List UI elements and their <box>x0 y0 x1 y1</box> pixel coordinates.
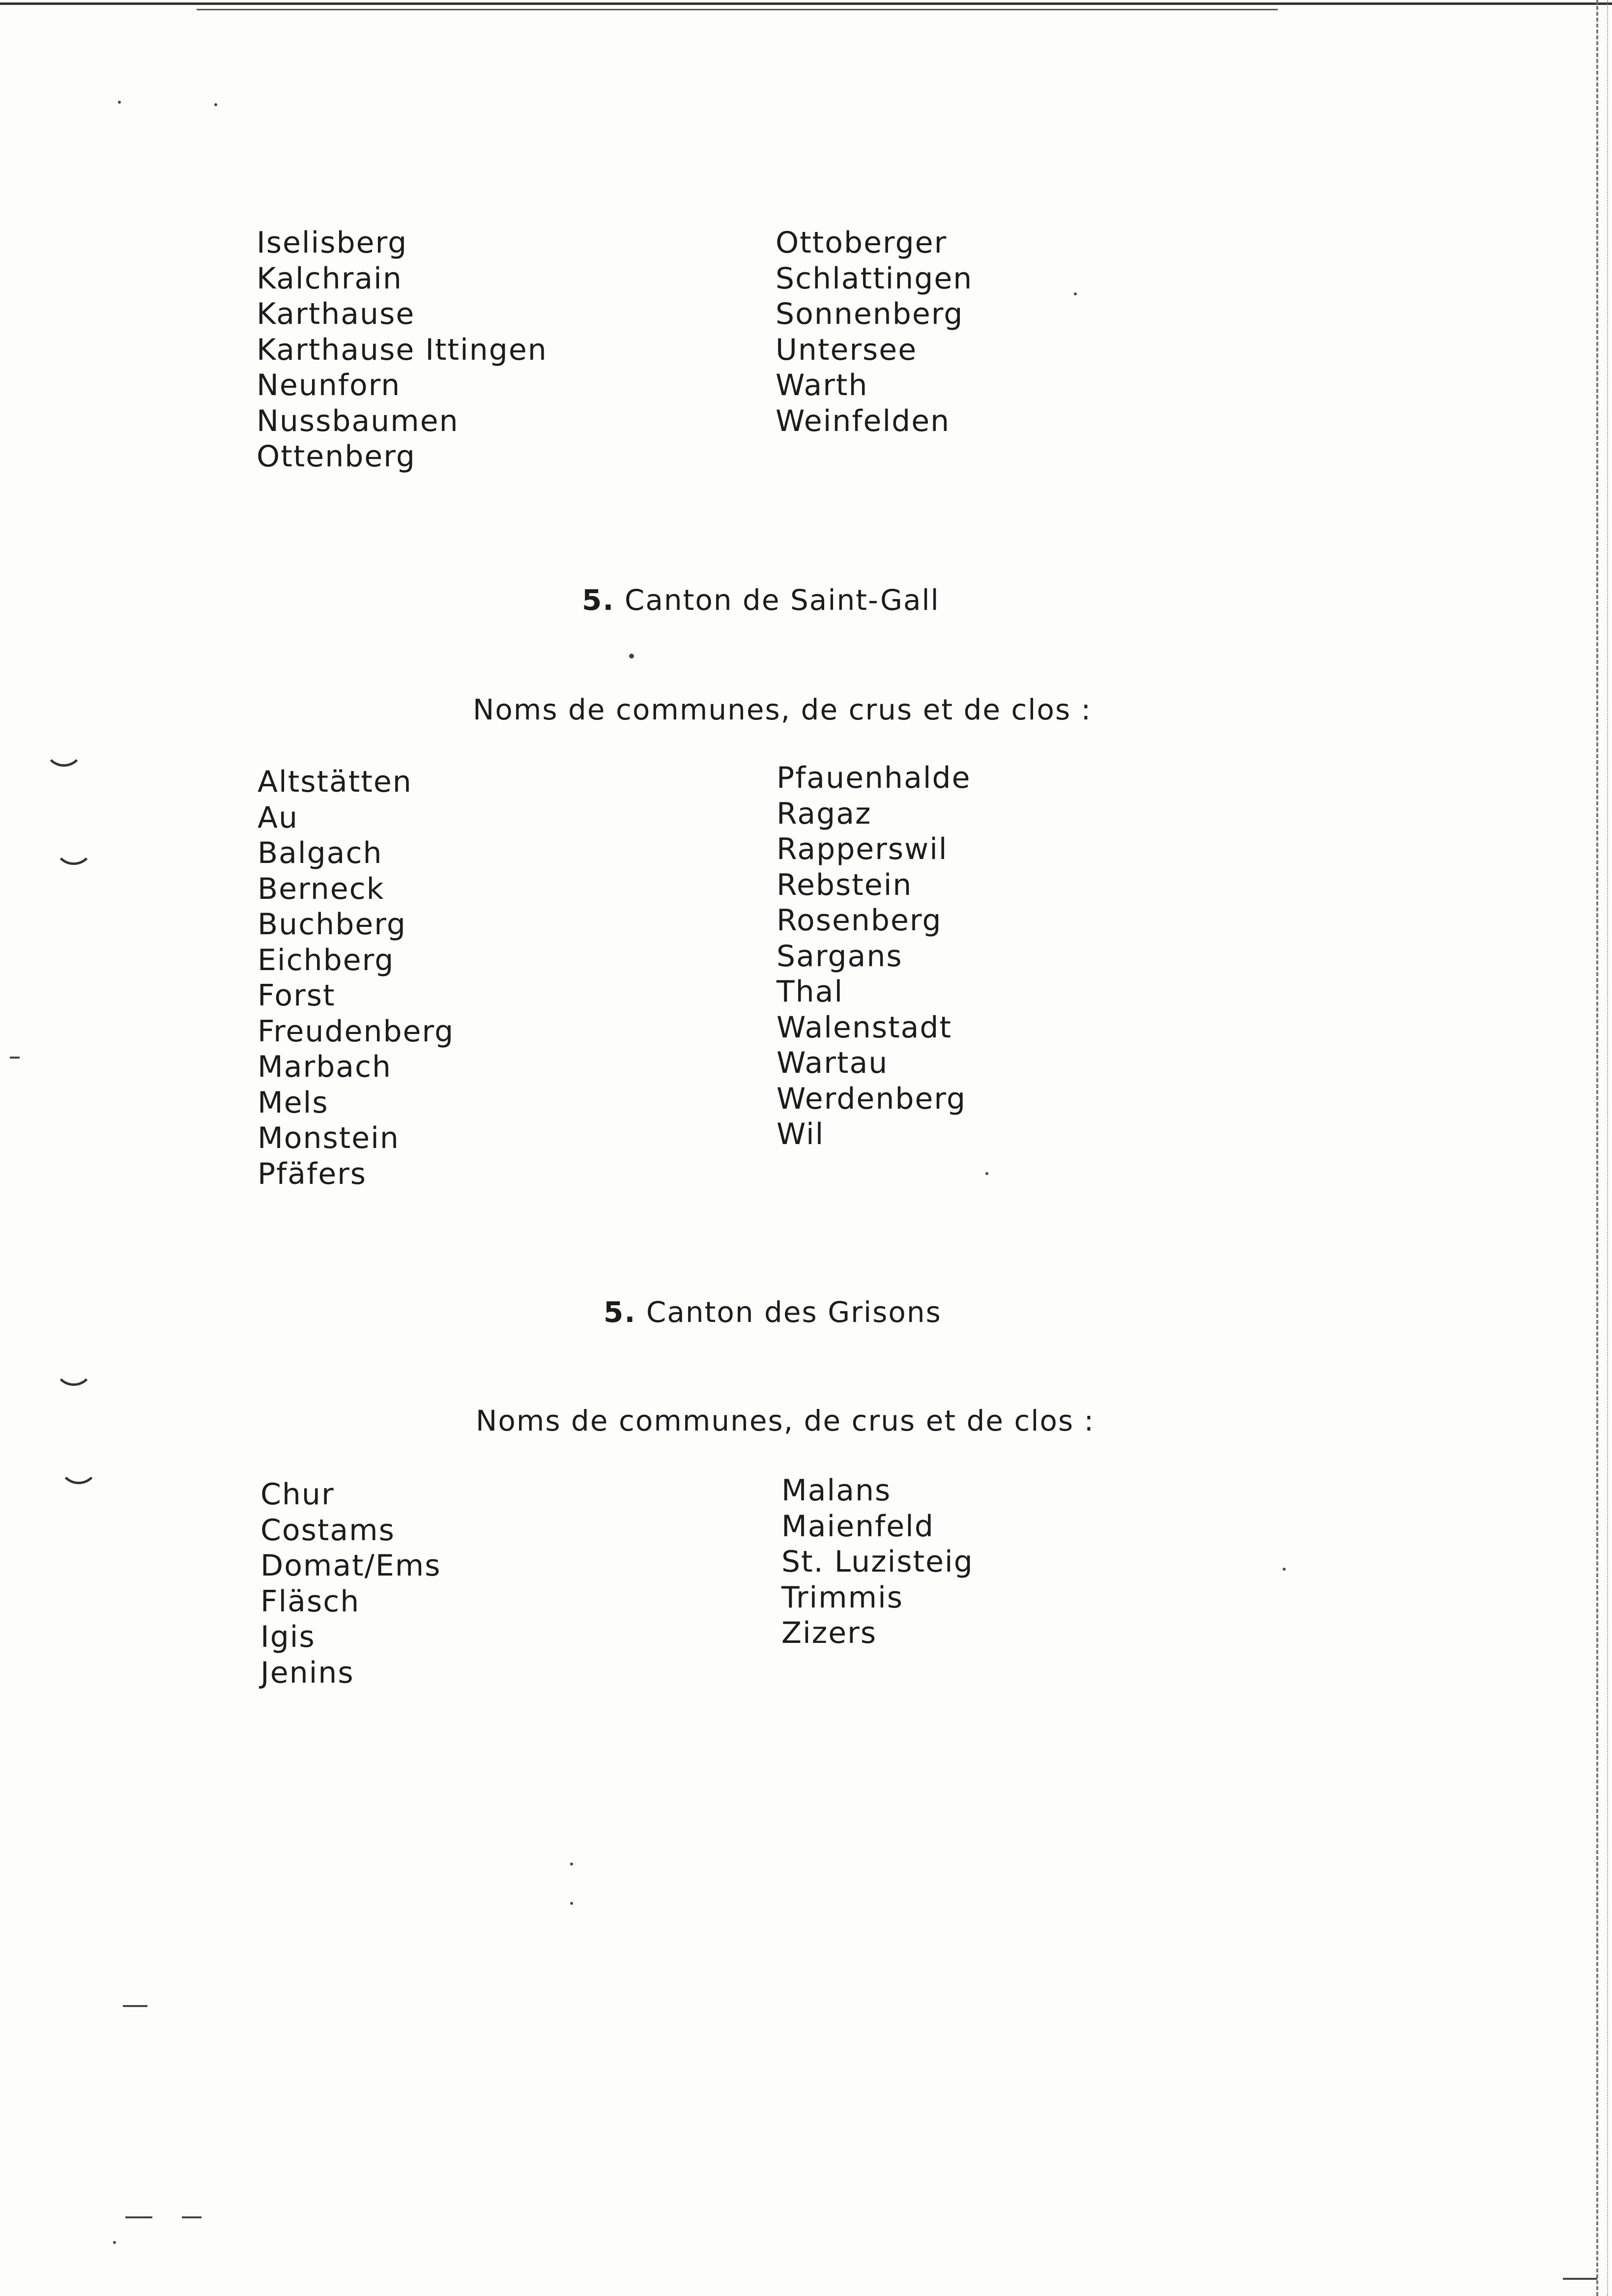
scan-speck <box>118 101 121 104</box>
list-item: Zizers <box>781 1616 877 1650</box>
scan-dash <box>125 2216 152 2218</box>
list-item: Costams <box>260 1513 395 1548</box>
list-item: Karthause <box>257 297 415 331</box>
list-item: Berneck <box>258 871 385 906</box>
list-item: Schlattingen <box>776 261 973 296</box>
list-item: Warth <box>776 368 868 402</box>
section-number: 5. <box>582 583 615 617</box>
list-item: Werdenberg <box>777 1081 967 1116</box>
saint-gall-list-right <box>777 760 971 1152</box>
section-title: Canton des Grisons <box>646 1295 942 1329</box>
list-item: Igis <box>260 1620 316 1654</box>
scan-speck <box>1283 1568 1286 1571</box>
list-item: Jenins <box>260 1655 354 1690</box>
list-item: Trimmis <box>781 1580 903 1615</box>
section-heading-saint-gall <box>582 583 940 617</box>
list-item: Malans <box>781 1473 892 1508</box>
list-item: Rebstein <box>777 867 913 902</box>
list-item: Sonnenberg <box>776 297 964 331</box>
list-item: Neunforn <box>257 368 401 402</box>
punch-hole-mark <box>44 727 84 767</box>
scan-speck <box>985 1172 988 1175</box>
list-item: Thal <box>777 975 844 1009</box>
list-item: Chur <box>260 1477 335 1512</box>
list-item: Maienfeld <box>781 1509 934 1544</box>
scan-speck <box>570 1863 573 1866</box>
scan-right-edge-faint <box>1607 0 1608 2296</box>
list-item: Rapperswil <box>777 832 948 866</box>
list-item: Ragaz <box>777 796 872 831</box>
grisons-list-right <box>781 1473 974 1651</box>
section-heading-grisons <box>604 1295 942 1329</box>
saint-gall-list-left <box>258 764 454 1192</box>
list-item: Eichberg <box>258 943 395 977</box>
list-item: Forst <box>258 978 336 1013</box>
scan-dash <box>10 1057 20 1059</box>
section-title: Canton de Saint-Gall <box>624 583 940 617</box>
scan-dash <box>123 2005 147 2007</box>
list-item: Karthause Ittingen <box>257 332 547 367</box>
list-item: Fläsch <box>260 1584 360 1619</box>
list-item: Buchberg <box>258 907 406 942</box>
list-item: Nussbaumen <box>257 403 459 438</box>
list-item: Ottenberg <box>257 439 416 474</box>
punch-hole-mark <box>54 826 93 865</box>
list-item: Iselisberg <box>257 226 408 260</box>
scan-top-line <box>197 9 1278 10</box>
list-item: Ottoberger <box>776 226 948 260</box>
list-item: Monstein <box>258 1121 400 1155</box>
list-item: Marbach <box>258 1050 392 1084</box>
scan-speck <box>113 2241 116 2244</box>
intro-list-right <box>776 225 973 439</box>
list-item: Weinfelden <box>776 403 950 438</box>
scan-dash <box>1563 2278 1597 2280</box>
grisons-list-left <box>260 1477 441 1691</box>
list-item: Wartau <box>777 1046 889 1080</box>
scan-speck <box>1074 292 1077 295</box>
list-item: Au <box>258 800 299 835</box>
punch-hole-mark <box>59 1445 98 1484</box>
list-item: Untersee <box>776 332 918 367</box>
scan-right-edge <box>1596 0 1598 2296</box>
scan-speck <box>570 1902 573 1905</box>
list-item: Kalchrain <box>257 261 403 296</box>
list-item: Freudenberg <box>258 1014 455 1049</box>
list-item: Pfauenhalde <box>777 761 971 795</box>
list-item: Rosenberg <box>777 903 942 938</box>
list-item: Pfäfers <box>258 1156 367 1191</box>
section-subheading-saint-gall: Noms de communes, de crus et de clos : <box>473 693 1092 726</box>
punch-hole-mark <box>54 1347 93 1386</box>
list-item: Mels <box>258 1085 329 1120</box>
list-item: Domat/Ems <box>260 1549 441 1583</box>
list-item: Altstätten <box>258 765 412 799</box>
scan-speck <box>629 654 634 659</box>
list-item: Walenstadt <box>777 1010 952 1045</box>
scan-speck <box>214 103 217 106</box>
list-item: Balgach <box>258 836 383 870</box>
list-item: Wil <box>777 1117 825 1151</box>
list-item: St. Luzisteig <box>781 1545 974 1579</box>
scan-top-edge <box>0 0 1612 5</box>
section-subheading-grisons: Noms de communes, de crus et de clos : <box>476 1404 1095 1437</box>
intro-list-left <box>257 225 547 475</box>
list-item: Sargans <box>777 939 903 974</box>
section-number: 5. <box>604 1295 636 1329</box>
scan-dash <box>182 2216 202 2218</box>
